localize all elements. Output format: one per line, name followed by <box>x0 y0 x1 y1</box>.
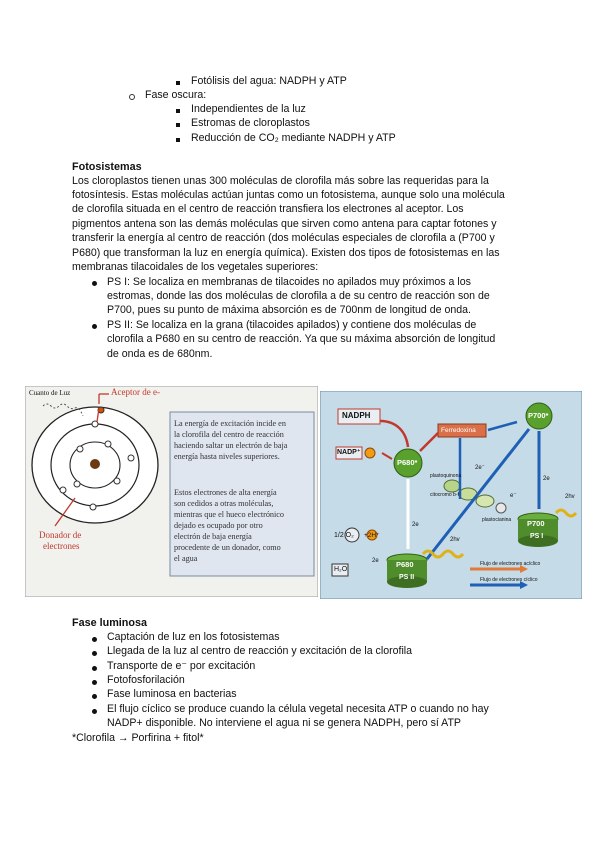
protons-label: +2H⁺ <box>364 532 380 539</box>
textbox-line: procedente de un donador, como <box>174 543 281 552</box>
nadp-label: NADP⁺ <box>337 449 361 456</box>
square-bullet-icon <box>176 123 180 127</box>
list-item: Fotofosforilación <box>107 674 185 686</box>
list-item: El flujo cíclico se produce cuando la célula vegetal necesita ATP o cuando no hay <box>107 703 489 715</box>
paragraph-line: Los cloroplastos tienen unas 300 moléculas de clorofila más sobre las requeridas para la <box>72 175 489 187</box>
paragraph-line: transferir la energía al centro de reacción (dos moléculas especiales de clorofila a (P700 y <box>72 232 495 244</box>
two-hv-label: 2hv <box>450 537 460 543</box>
bullet-icon <box>92 651 97 656</box>
ps1-line: estromas, donde las dos moléculas de clorofila a de su centro de reacción son de <box>107 290 490 302</box>
two-e-label: 2e <box>543 476 550 482</box>
ps2-line: PS II: Se localiza en la grana (tilacoides apilados) y contiene dos moléculas de <box>107 319 477 331</box>
ps1-line: PS I: Se localiza en membranas de tilacoides no apilados muy próximos a los <box>107 276 471 288</box>
bullet-icon <box>92 637 97 642</box>
electron-label: e⁻ <box>510 493 517 499</box>
nadph-label: NADPH <box>342 411 371 420</box>
outline-item-estromas: Estromas de cloroplastos <box>191 117 310 129</box>
outline-item-independientes: Independientes de la luz <box>191 103 306 115</box>
textbox-line: haciendo saltar un electrón de baja <box>174 441 288 450</box>
label-donor-2: electrones <box>43 541 80 551</box>
bullet-icon <box>92 680 97 685</box>
legend-acyclic: Flujo de electrones acíclico <box>480 561 541 567</box>
outline-item-fase-oscura: Fase oscura: <box>145 89 207 101</box>
ps2-line: de onda es de 680nm. <box>107 348 213 360</box>
list-item: Transporte de e⁻ por excitación <box>107 660 256 672</box>
square-bullet-icon <box>176 81 180 85</box>
textbox-line: la clorofila del centro de reacción <box>174 430 284 439</box>
textbox-line: electrón de baja energía <box>174 532 252 541</box>
ps2-line: clorofila a P680 en su centro de reacción. Ya que su máxima absorción de longitud <box>107 333 496 345</box>
footnote: *Clorofila → Porfirina + fitol* <box>72 732 204 744</box>
list-item: Llegada de la luz al centro de reacción y excitación de la clorofila <box>107 645 413 657</box>
p680-label: P680 <box>396 560 414 569</box>
bullet-icon <box>92 324 97 329</box>
bullet-icon <box>92 666 97 671</box>
bullet-icon <box>92 281 97 286</box>
p700-label: P700 <box>527 519 545 528</box>
list-item: Captación de luz en los fotosistemas <box>107 631 280 643</box>
ps2-label: PS II <box>399 574 415 581</box>
excitation-diagram <box>25 386 318 597</box>
outline-item-fotolisis: Fotólisis del agua: NADPH y ATP <box>191 75 347 87</box>
section-title-fase-luminosa: Fase luminosa <box>72 617 148 629</box>
paragraph-line: fotosíntesis. Estas moléculas actúan juntas como un fotosistema, aunque solo una molécula <box>72 189 505 201</box>
two-hv-label: 2hv <box>565 494 575 500</box>
outline-item-reduccion: Reducción de CO₂ mediante NADPH y ATP <box>191 132 396 144</box>
two-e-label: 2e <box>412 522 419 528</box>
plastoquinona-label: plastoquinona <box>430 473 462 479</box>
paragraph-line: de clorofila situada en el centro de reacción transfiera los electrones al aceptor. Los <box>72 203 464 215</box>
two-e-label: 2e <box>372 558 379 564</box>
textbox-line: mientras que el hueco electrónico <box>174 510 285 519</box>
citocromo-label: citocromo b-f <box>430 492 459 498</box>
label-donor-1: Donador de <box>39 530 82 540</box>
textbox-line: el agua <box>174 554 198 563</box>
section-title-fotosistemas: Fotosistemas <box>72 161 142 173</box>
textbox-line: son cedidos a otras moléculas, <box>174 499 274 508</box>
square-bullet-icon <box>176 138 180 142</box>
p680-star-label: P680* <box>397 458 418 467</box>
bullet-icon <box>92 709 97 714</box>
circle-bullet-icon <box>129 94 135 100</box>
square-bullet-icon <box>176 109 180 113</box>
label-acceptor: Aceptor de e- <box>111 387 160 397</box>
paragraph-line: membranas tilacoidales de los vegetales superiores: <box>72 261 319 273</box>
paragraph-line: pigmentos antena son las demás moléculas que sirven como antena para captar fotones y <box>72 218 497 230</box>
textbox-line: Estos electrones de alta energía <box>174 488 277 497</box>
h2o-label: H₂O <box>334 566 348 573</box>
textbox-line: energía hasta niveles superiores. <box>174 452 280 461</box>
z-scheme-diagram <box>320 391 582 599</box>
ps1-label: PS I <box>530 533 544 540</box>
ferredoxina-label: Ferredoxina <box>441 427 476 434</box>
plastocianina-label: plastocianina <box>482 517 512 523</box>
legend-cyclic: Flujo de electrones cíclico <box>480 577 538 583</box>
oxygen-label: 1/2 O₂ <box>334 532 354 539</box>
list-item-continuation: NADP+ disponible. No interviene el agua ni se genera NADPH, pero sí ATP <box>107 717 462 729</box>
textbox-line: La energía de excitación incide en <box>174 419 286 428</box>
label-light-quantum: Cuanto de Luz <box>29 389 71 397</box>
paragraph-line: P680) que transforman la luz en energía química). Existen dos tipos de fotosistemas en las <box>72 247 500 259</box>
two-e-label: 2e⁻ <box>475 465 485 471</box>
ps1-line: P700, pues su punto de máxima absorción es de 700nm de longitud de onda. <box>107 304 471 316</box>
p700-star-label: P700* <box>528 411 549 420</box>
bullet-icon <box>92 694 97 699</box>
list-item: Fase luminosa en bacterias <box>107 688 237 700</box>
textbox-line: dejado es ocupado por otro <box>174 521 263 530</box>
